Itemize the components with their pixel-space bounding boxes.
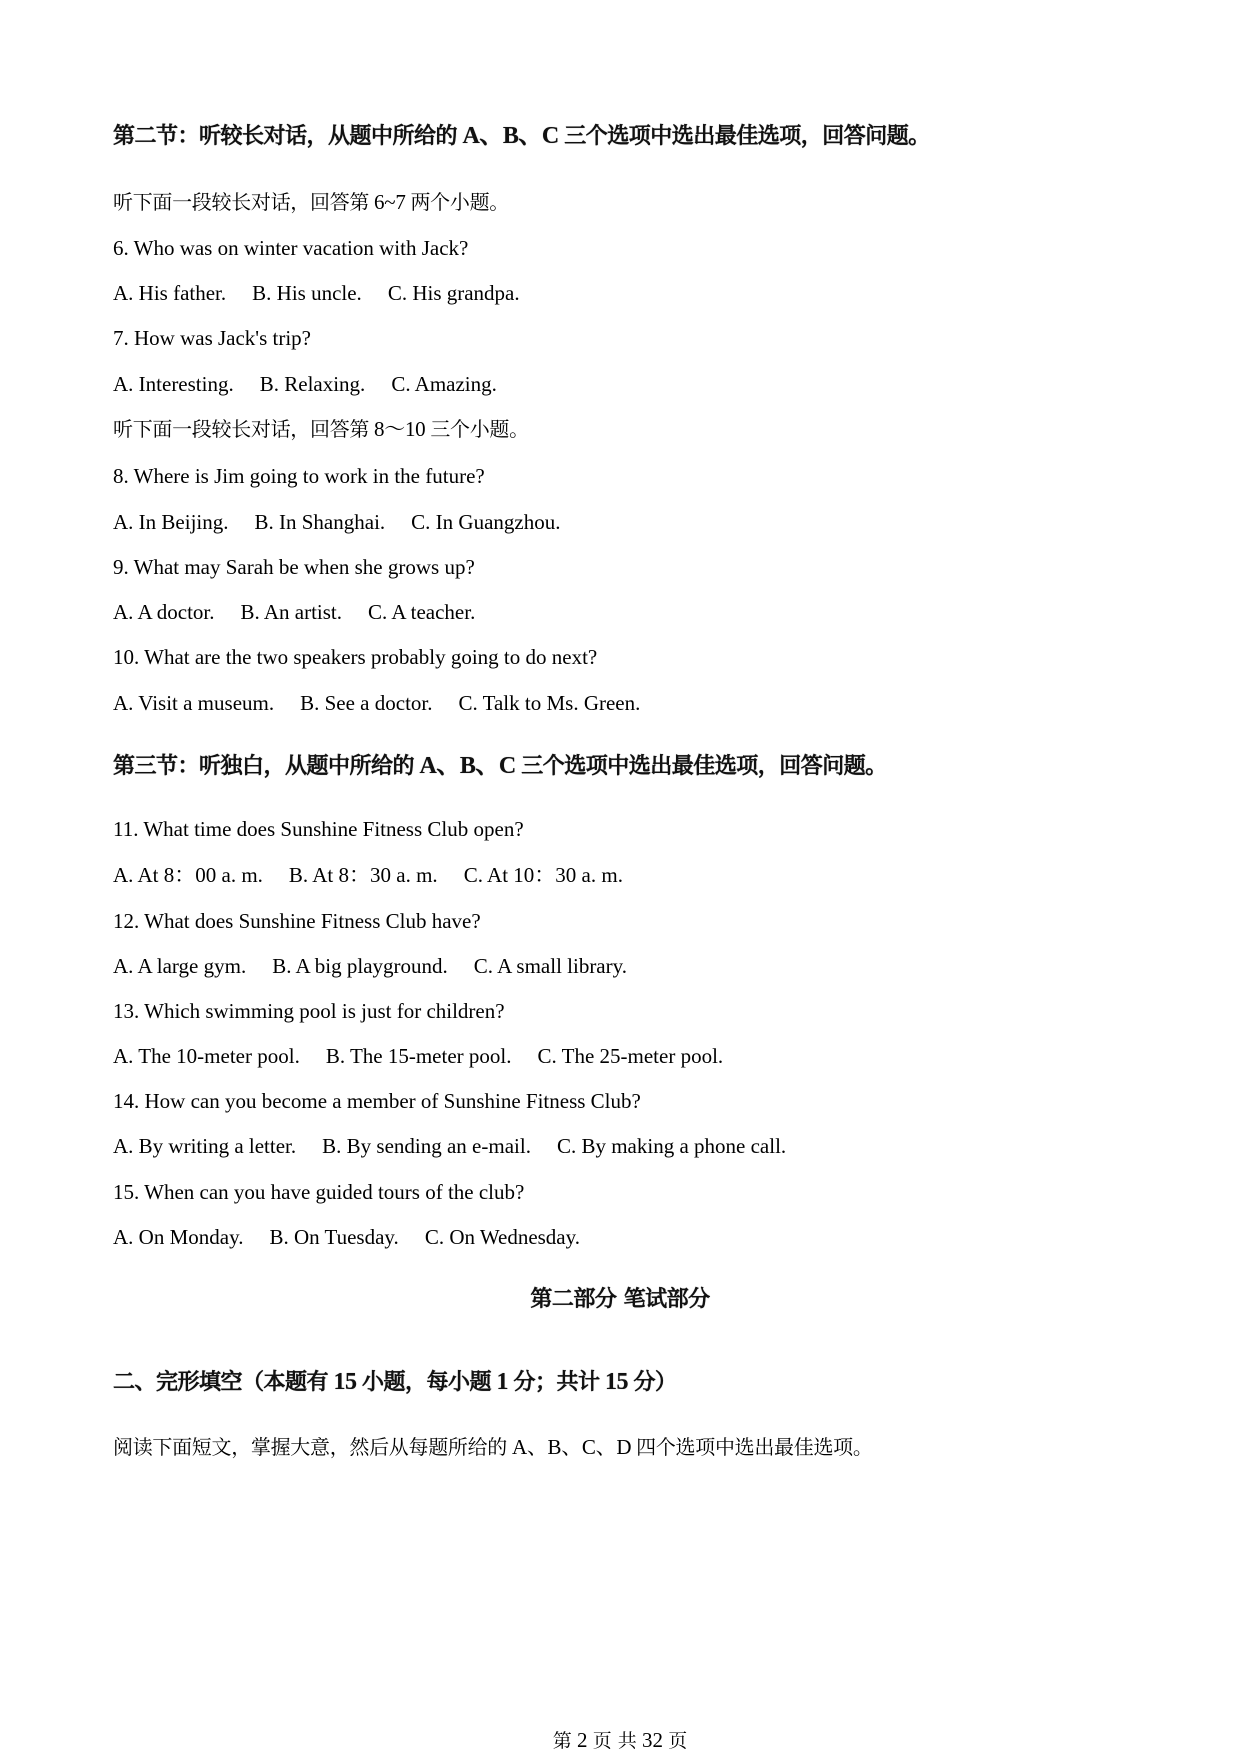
option-b: B. By sending an e-mail.	[322, 1134, 531, 1158]
section2-heading	[113, 122, 930, 151]
options-14	[113, 1132, 786, 1160]
section3-heading	[113, 752, 887, 781]
instruction-text: 阅读下面短文，掌握大意，然后从每题所给的	[113, 1435, 507, 1459]
option-c: C. In Guangzhou.	[411, 510, 561, 534]
footer-text: 页	[668, 1730, 688, 1752]
heading-letters: A、B、C	[457, 123, 565, 149]
option-a: A. By writing a letter.	[113, 1134, 297, 1158]
intro-text: 听下面一段较长对话，回答第	[113, 190, 370, 214]
heading-text: 第二节：听较长对话，从题中所给的	[113, 124, 458, 149]
option-c: C. A teacher.	[368, 600, 476, 624]
options-9	[113, 598, 475, 626]
intro-text: 两个小题。	[410, 190, 509, 214]
heading-text: 三个选项中选出最佳选项，回答问题。	[521, 754, 887, 779]
option-c: C. Talk to Ms. Green.	[458, 691, 641, 715]
option-b: B. His uncle.	[252, 281, 362, 305]
question-10: 10. What are the two speakers probably going to do next?	[113, 645, 598, 669]
option-c: C. The 25-meter pool.	[537, 1044, 724, 1068]
option-c: C. At 10：30 a. m.	[463, 863, 623, 887]
option-c: C. Amazing.	[391, 372, 497, 396]
intro-text: 三个小题。	[430, 417, 529, 441]
option-a: A. The 10-meter pool.	[113, 1044, 300, 1068]
dialog2-intro	[113, 415, 529, 443]
intro-range: 6~7	[369, 190, 411, 214]
option-b: B. At 8：30 a. m.	[288, 863, 438, 887]
instruction-text: 四个选项中选出最佳选项。	[636, 1435, 873, 1459]
option-a: A. A doctor.	[113, 600, 215, 624]
options-8	[113, 508, 560, 536]
heading-text: 三个选项中选出最佳选项，回答问题。	[564, 124, 930, 149]
option-b: B. A big playground.	[272, 954, 448, 978]
option-b: B. The 15-meter pool.	[325, 1044, 512, 1068]
option-a: A. A large gym.	[113, 954, 247, 978]
heading-text: 小题，每小题	[362, 1370, 492, 1395]
current-page: 2	[571, 1728, 593, 1752]
question-14: 14. How can you become a member of Sunshine Fitness Club?	[113, 1089, 641, 1113]
intro-text: 听下面一段较长对话，回答第	[113, 417, 370, 441]
option-c: C. On Wednesday.	[424, 1225, 581, 1249]
option-b: B. Relaxing.	[259, 372, 366, 396]
part2-title: 第二部分 笔试部分	[530, 1287, 710, 1312]
heading-letters: A、B、C	[414, 753, 522, 779]
question-9: 9. What may Sarah be when she grows up?	[113, 555, 475, 579]
page-number-footer	[0, 1728, 1240, 1753]
intro-range: 8～10	[369, 417, 431, 441]
option-a: A. At 8：00 a. m.	[113, 863, 263, 887]
option-a: A. His father.	[113, 281, 227, 305]
question-13: 13. Which swimming pool is just for children?	[113, 999, 505, 1023]
heading-text: 二、完形填空（本题有	[113, 1370, 329, 1395]
options-7	[113, 370, 497, 398]
option-c: C. A small library.	[473, 954, 628, 978]
question-15: 15. When can you have guided tours of the club?	[113, 1180, 525, 1204]
question-8: 8. Where is Jim going to work in the future?	[113, 464, 485, 488]
option-b: B. An artist.	[240, 600, 343, 624]
option-c: C. By making a phone call.	[556, 1134, 787, 1158]
options-15	[113, 1223, 580, 1251]
total-pages: 32	[636, 1728, 669, 1752]
option-b: B. In Shanghai.	[254, 510, 386, 534]
question-7: 7. How was Jack's trip?	[113, 326, 311, 350]
options-6	[113, 279, 520, 307]
footer-text: 第	[552, 1730, 572, 1752]
options-13	[113, 1042, 723, 1070]
question-11: 11. What time does Sunshine Fitness Club open?	[113, 817, 524, 841]
option-b: B. On Tuesday.	[269, 1225, 399, 1249]
dialog1-intro	[113, 188, 509, 216]
question-12: 12. What does Sunshine Fitness Club have?	[113, 909, 481, 933]
option-a: A. Visit a museum.	[113, 691, 275, 715]
option-b: B. See a doctor.	[300, 691, 433, 715]
heading-text: 分）	[633, 1370, 677, 1395]
cloze-instruction	[113, 1433, 873, 1461]
options-11	[113, 861, 623, 889]
points-each: 1	[491, 1369, 514, 1395]
heading-text: 第三节：听独白，从题中所给的	[113, 754, 415, 779]
option-a: A. On Monday.	[113, 1225, 244, 1249]
question-6: 6. Who was on winter vacation with Jack?	[113, 236, 469, 260]
options-10	[113, 689, 640, 717]
option-a: A. In Beijing.	[113, 510, 229, 534]
option-a: A. Interesting.	[113, 372, 234, 396]
option-c: C. His grandpa.	[387, 281, 520, 305]
options-12	[113, 952, 627, 980]
cloze-heading	[113, 1368, 677, 1397]
heading-text: 分；共计	[513, 1370, 600, 1395]
question-count: 15	[328, 1369, 363, 1395]
points-total: 15	[599, 1369, 634, 1395]
instruction-letters: A、B、C、D	[507, 1435, 637, 1459]
footer-text: 页 共	[592, 1730, 637, 1752]
